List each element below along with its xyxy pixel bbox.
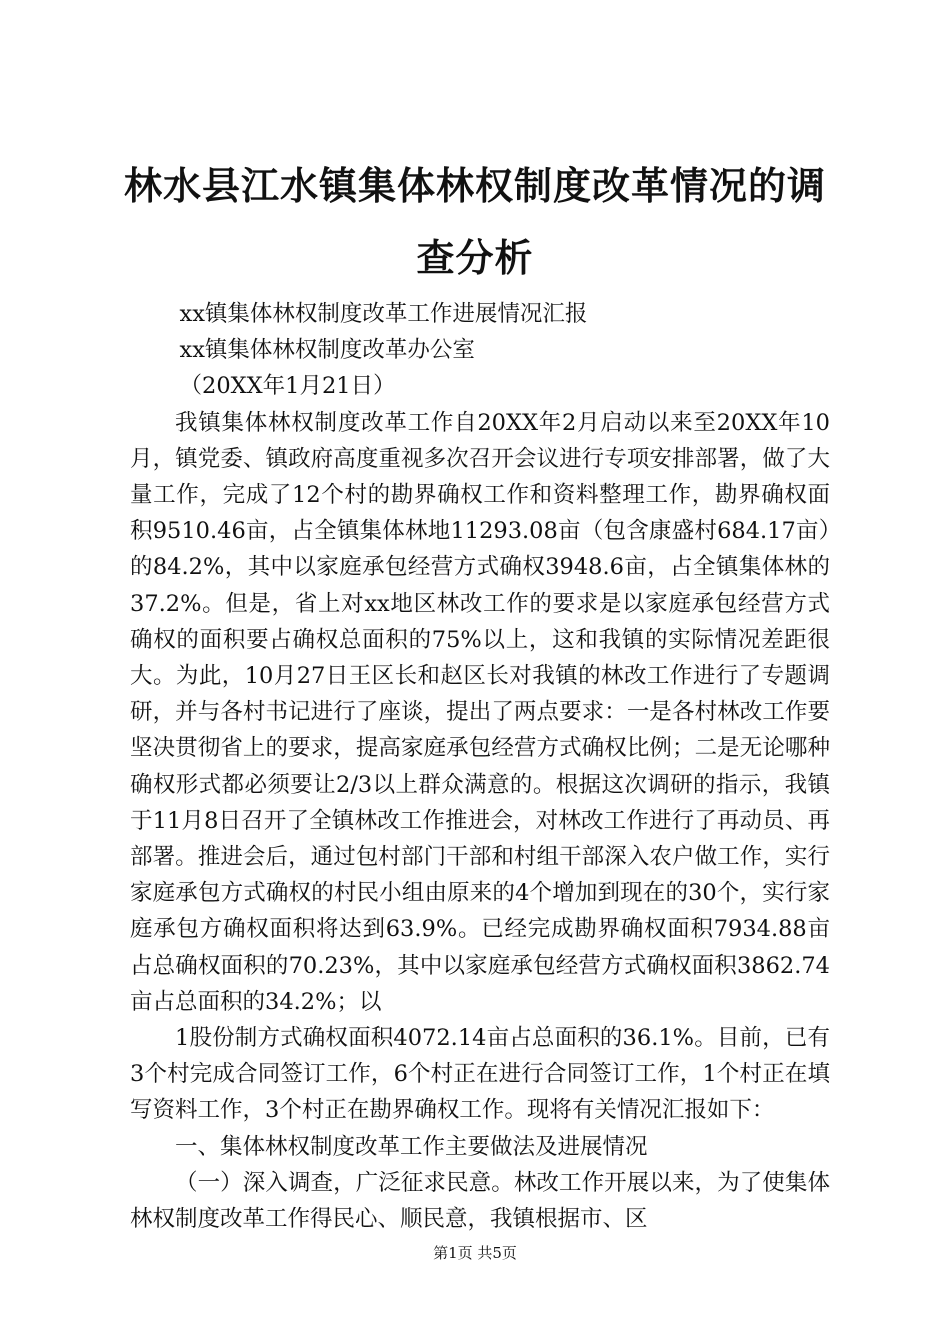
- body-paragraph: 1股份制方式确权面积4072.14亩占总面积的36.1%。目前，已有3个村完成合同签订工作，6个村正在进行合同签订工作，1个村正在填写资料工作，3个村正在勘界确权工作。现将有关情况汇报如下：: [130, 1025, 830, 1124]
- document-title: 林水县江水镇集体林权制度改革情况的调查分析: [123, 164, 826, 280]
- page-number-footer: 第1页 共5页: [433, 1244, 517, 1262]
- report-date-line: （20XX年1月21日）: [179, 373, 396, 400]
- body-paragraph: 我镇集体林权制度改革工作自20XX年2月启动以来至20XX年10月，镇党委、镇政府高度重视多次召开会议进行专项安排部署，做了大量工作，完成了12个村的勘界确权工作和资料整理工作，勘界确权面积9510.46亩，占全镇集体林地11293.08亩（包含康盛村684.17亩）的84.2%，其中以家庭承包经营方式确权3948.6亩，占全镇集体林的37.2%。但是，省上对xx地区林改工作的要求是以家庭承包经营方式确权的面积要占确权总面积的75%以上，这和我镇的实际情况差距很大。为此，10月27日王区长和赵区长对我镇的林改工作进行了专题调研，并与各村书记进行了座谈，提出了两点要求：一是各村林改工作要坚决贯彻省上的要求，提高家庭承包经营方式确权比例；二是无论哪种确权形式都必须要让2/3以上群众满意的。根据这次调研的指示，我镇于11月8日召开了全镇林改工作推进会，对林改工作进行了再动员、再部署。推进会后，通过包村部门干部和村组干部深入农户做工作，实行家庭承包方式确权的村民小组由原来的4个增加到现在的30个，实行家庭承包方确权面积将达到63.9%。已经完成勘界确权面积7934.88亩占总确权面积的70.23%，其中以家庭承包经营方式确权面积3862.74亩占总面积的34.2%；以: [130, 409, 830, 1015]
- section-heading: 一、集体林权制度改革工作主要做法及进展情况: [175, 1133, 648, 1160]
- body-paragraph: （一）深入调查，广泛征求民意。林改工作开展以来，为了使集体林权制度改革工作得民心、顺民意，我镇根据市、区: [130, 1169, 830, 1233]
- report-title-line: xx镇集体林权制度改革工作进展情况汇报: [179, 301, 588, 327]
- report-office-line: xx镇集体林权制度改革办公室: [179, 337, 475, 364]
- document-body: [130, 296, 830, 1237]
